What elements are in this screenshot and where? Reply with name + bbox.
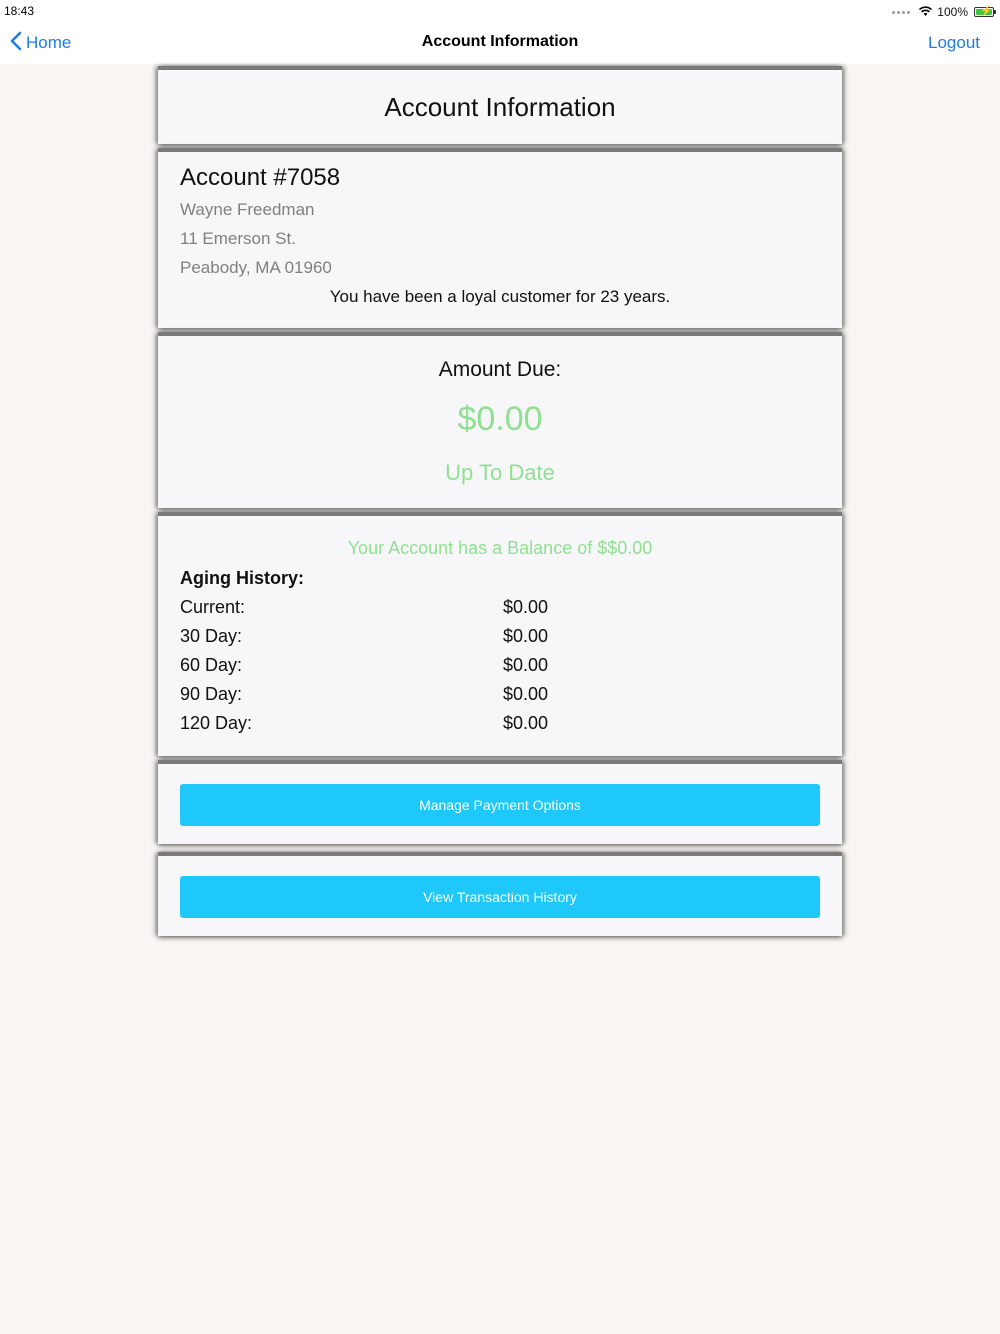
view-transaction-history-button[interactable]: View Transaction History [180, 876, 820, 918]
aging-value: $0.00 [503, 655, 549, 675]
customer-name: Wayne Freedman [180, 200, 315, 219]
payment-options-card [158, 760, 842, 844]
address-street: 11 Emerson St. [180, 229, 296, 248]
payment-status: Up To Date [445, 460, 555, 485]
battery-icon [974, 7, 994, 17]
status-time: 18:43 [4, 4, 35, 18]
wifi-icon [918, 5, 933, 20]
aging-value: $0.00 [503, 713, 549, 733]
status-indicators [892, 3, 994, 21]
aging-label: 120 Day: [180, 713, 253, 733]
aging-row-30-day [180, 626, 820, 650]
logout-button[interactable]: Logout [928, 33, 980, 52]
account-number: Account #7058 [180, 164, 341, 191]
amount-due-value: $0.00 [457, 400, 543, 438]
account-card [158, 148, 842, 328]
aging-label: Current: [180, 597, 246, 617]
aging-history-card [158, 512, 842, 756]
page-title: Account Information [384, 92, 616, 122]
amount-due-card [158, 332, 842, 508]
back-label: Home [26, 33, 72, 52]
aging-heading: Aging History: [180, 568, 304, 588]
aging-label: 90 Day: [180, 684, 243, 704]
loyalty-message: You have been a loyal customer for 23 years. [329, 287, 671, 306]
aging-row-60-day [180, 655, 820, 679]
nav-title: Account Information [421, 33, 579, 50]
charging-bolt-icon: ⚡ [980, 6, 993, 17]
address-city: Peabody, MA 01960 [180, 258, 332, 277]
manage-payment-options-button[interactable]: Manage Payment Options [180, 784, 820, 826]
aging-row-current [180, 597, 820, 621]
aging-row-120-day [180, 713, 820, 737]
transaction-history-card [158, 852, 842, 936]
navigation-bar [0, 24, 1000, 64]
aging-row-90-day [180, 684, 820, 708]
signal-icon [892, 11, 910, 14]
balance-summary: Your Account has a Balance of $$0.00 [347, 538, 653, 558]
aging-value: $0.00 [503, 626, 549, 646]
aging-label: 60 Day: [180, 655, 243, 675]
battery-percent: 100% [937, 5, 968, 19]
status-bar [0, 0, 1000, 24]
amount-due-label: Amount Due: [438, 358, 562, 381]
aging-value: $0.00 [503, 684, 549, 704]
title-card [158, 66, 842, 144]
aging-label: 30 Day: [180, 626, 243, 646]
aging-value: $0.00 [503, 597, 549, 617]
